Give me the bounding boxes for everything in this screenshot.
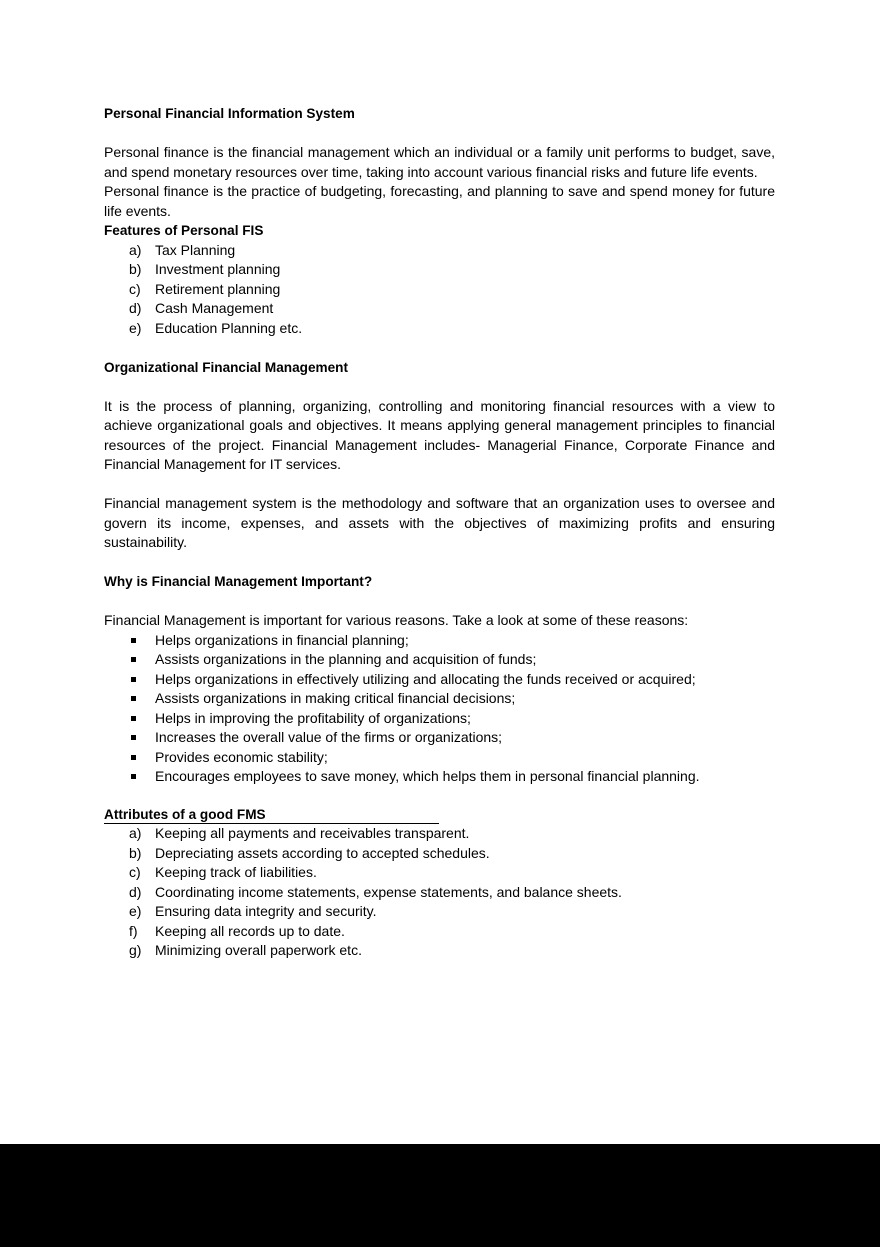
list-item: b) Depreciating assets according to accepted schedules.: [129, 844, 490, 861]
heading-features-personal-fis: Features of Personal FIS: [104, 223, 264, 238]
bullet-square-icon: [131, 657, 136, 662]
list-item: Helps in improving the profitability of organizations;: [104, 709, 775, 729]
paragraph: Financial Management is important for various reasons. Take a look at some of these reasons:: [104, 612, 689, 628]
list-item: g) Minimizing overall paperwork etc.: [129, 942, 362, 958]
bullet-square-icon: [131, 774, 136, 779]
list-item: Increases the overall value of the firms or organizations;: [104, 728, 775, 748]
list-item: Assists organizations in making critical financial decisions;: [104, 689, 775, 709]
heading-personal-fis: Personal Financial Information System: [104, 106, 355, 121]
paragraph: Personal finance is the practice of budgeting, forecasting, and planning to save and spend money for future life events.: [104, 183, 775, 219]
document-body: [104, 104, 775, 961]
paragraph: Personal finance is the financial management which an individual or a family unit performs to budget, save, and spend monetary resources over time, taking into account various financial risks and future life events.: [104, 144, 775, 180]
paragraph: It is the process of planning, organizing, controlling and monitoring financial resources with a view to achieve organizational goals and objectives. It means applying general management principles to financial resources of the project. Financial Management includes- Managerial Finance, Corporate Finance and Financial Management for IT services.: [104, 397, 775, 472]
features-list: [104, 241, 775, 339]
list-item: Provides economic stability;: [104, 748, 775, 768]
heading-organizational-fm: Organizational Financial Management: [104, 359, 348, 375]
bullet-square-icon: [131, 735, 136, 740]
list-item: Encourages employees to save money, which helps them in personal financial planning.: [104, 767, 775, 787]
reasons-list: [104, 631, 775, 787]
list-item: a) Keeping all payments and receivables transparent.: [129, 825, 470, 841]
list-item: e) Ensuring data integrity and security.: [129, 903, 377, 919]
list-item: b) Investment planning: [129, 261, 281, 277]
list-item: a) Tax Planning: [129, 241, 236, 258]
attributes-list: [104, 824, 775, 961]
list-item: f) Keeping all records up to date.: [129, 922, 345, 939]
list-item: c) Keeping track of liabilities.: [129, 864, 317, 880]
heading-attributes-fms: Attributes of a good FMS: [104, 805, 775, 825]
bullet-square-icon: [131, 696, 136, 701]
bullet-square-icon: [131, 755, 136, 760]
list-item: Assists organizations in the planning and acquisition of funds;: [104, 650, 775, 670]
list-item: d) Cash Management: [129, 300, 274, 316]
list-item: e) Education Planning etc.: [129, 319, 303, 336]
bullet-square-icon: [131, 677, 136, 682]
list-item: d) Coordinating income statements, expense statements, and balance sheets.: [129, 883, 622, 900]
list-item: Helps organizations in effectively utilizing and allocating the funds received or acquired;: [104, 670, 775, 690]
paragraph: Financial management system is the methodology and software that an organization uses to oversee and govern its income, expenses, and assets with the objectives of maximizing profits and ensuring sustainability.: [104, 495, 775, 550]
heading-why-fm-important: Why is Financial Management Important?: [104, 574, 373, 589]
bullet-square-icon: [131, 716, 136, 721]
bullet-square-icon: [131, 638, 136, 643]
list-item: Helps organizations in financial planning;: [104, 631, 775, 651]
list-item: c) Retirement planning: [129, 280, 281, 297]
